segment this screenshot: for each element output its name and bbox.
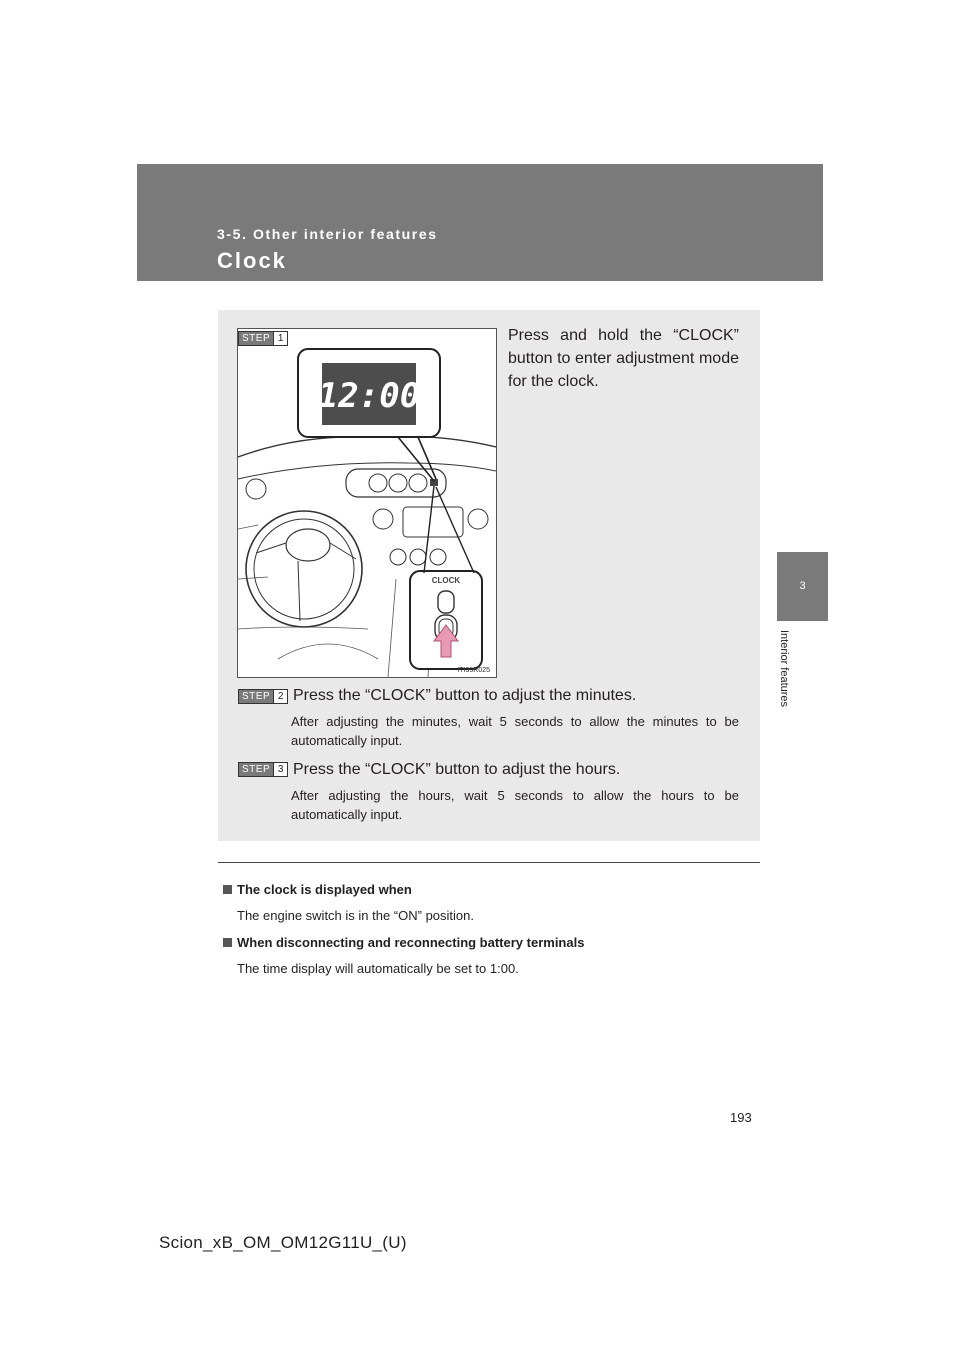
step-3-text: Press the “CLOCK” button to adjust the hours. — [293, 761, 621, 778]
step-1-text: Press and hold the “CLOCK” button to enter adjustment mode for the clock. — [508, 327, 739, 390]
step-1-badge: STEP 1 — [238, 331, 288, 346]
note-2-heading: When disconnecting and reconnecting battery terminals — [223, 935, 584, 950]
square-bullet-icon — [223, 885, 232, 894]
note-1-heading: The clock is displayed when — [223, 882, 412, 897]
document-code: Scion_xB_OM_OM12G11U_(U) — [159, 1233, 407, 1252]
header-bar — [137, 164, 823, 281]
figure-code: ITI35R025 — [457, 667, 490, 674]
square-bullet-icon — [223, 938, 232, 947]
note-1-body: The engine switch is in the “ON” position. — [237, 908, 474, 923]
step-2-badge: STEP 2 — [238, 689, 288, 704]
page-title: Clock — [217, 248, 287, 273]
chapter-tab[interactable] — [777, 552, 828, 621]
divider — [218, 862, 760, 863]
chapter-number: 3 — [799, 580, 806, 592]
dashboard-illustration — [237, 328, 497, 678]
step-2-note: After adjusting the minutes, wait 5 seconds to allow the minutes to be automatically input. — [291, 714, 739, 748]
step-2-text: Press the “CLOCK” button to adjust the minutes. — [293, 687, 637, 704]
clock-display-time: 12:00 — [317, 376, 421, 416]
section-label: 3-5. Other interior features — [217, 226, 438, 242]
step-3-badge: STEP 3 — [238, 762, 288, 777]
page-number: 193 — [730, 1110, 752, 1125]
step-3-note: After adjusting the hours, wait 5 seconds to allow the hours to be automatically input. — [291, 788, 739, 822]
clock-button-label: CLOCK — [431, 576, 461, 585]
note-2-body: The time display will automatically be set to 1:00. — [237, 961, 519, 976]
chapter-title: Interior features — [778, 630, 790, 708]
